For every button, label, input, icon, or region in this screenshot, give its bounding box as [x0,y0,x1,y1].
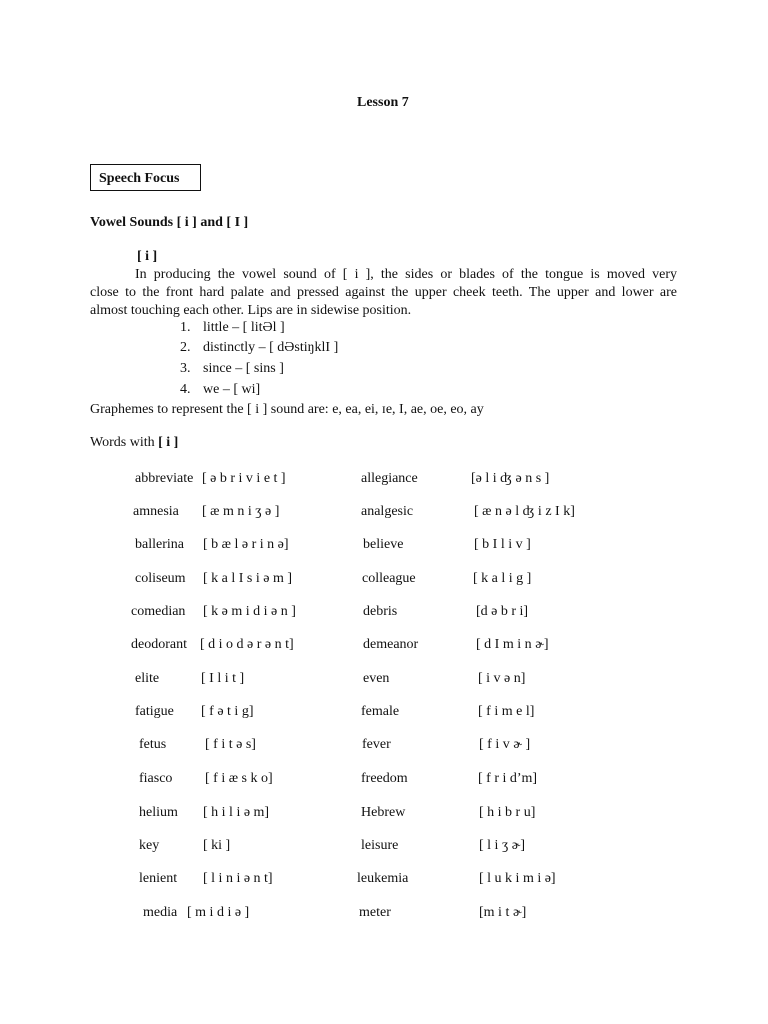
list-text: since – [ sins ] [203,361,284,376]
word-2: allegiance [361,471,418,486]
pron-2: [ b I l i v ] [474,537,531,552]
list-text: distinctly – [ dƏstiŋklI ] [203,340,339,355]
speech-focus-label: Speech Focus [99,171,180,186]
word-2: meter [359,905,391,920]
pron-2: [ d I m i n ɚ] [476,637,549,652]
word-2: Hebrew [361,805,406,820]
word-2: colleague [362,571,416,586]
word-1: fatigue [135,704,174,719]
words-heading-prefix: Words with [90,435,159,450]
pron-2: [ i v ə n] [478,671,526,686]
pron-2: [ f i m e l] [478,704,535,719]
pron-1: [ k ə m i d i ə n ] [203,604,296,619]
word-1: deodorant [131,637,187,652]
list-number: 3. [180,361,191,376]
pron-2: [ f r i d’m] [478,771,538,786]
pron-1: [ d i o d ə r ə n t] [200,637,294,652]
word-2: analgesic [361,504,414,519]
graphemes-line: Graphemes to represent the [ i ] sound are: e, ea, ei, ɪe, I, ae, oe, eo, ay [90,402,484,417]
pron-1: [ b æ l ə r i n ə] [203,537,289,552]
word-2: even [363,671,390,686]
word-1: helium [139,805,178,820]
list-text: we – [ wi] [203,382,261,397]
word-1: key [139,838,160,853]
list-number: 2. [180,340,191,355]
pron-2: [ l i ʒ ɚ] [479,838,526,853]
word-1: elite [135,671,160,686]
subheading-i: [ i ] [137,249,158,264]
word-2: debris [363,604,398,619]
word-2: demeanor [363,637,419,652]
pron-2: [ h i b r u] [479,805,536,820]
list-text: little – [ litƏl ] [203,320,285,335]
word-2: female [361,704,400,719]
paragraph-line-3: almost touching each other. Lips are in sidewise position. [90,303,412,318]
word-2: fever [362,737,391,752]
pron-1: [ ə b r i v i e t ] [202,471,286,486]
word-2: leisure [361,838,399,853]
word-1: ballerina [135,537,184,552]
pron-2: [m i t ɚ] [479,905,527,920]
pron-2: [ f i v ɚ ] [479,737,531,752]
words-heading [90,435,178,451]
word-1: fetus [139,737,167,752]
pron-2: [ə l i ʤ ə n s ] [471,471,550,486]
pron-1: [ f i t ə s] [205,737,256,752]
speech-focus-box [90,164,201,191]
pron-1: [ k a l I s i ə m ] [203,571,293,586]
lesson-title: Lesson 7 [357,95,409,110]
pron-2: [ l u k i m i ə] [479,871,556,886]
pron-1: [ f ə t i g] [201,704,254,719]
word-1: fiasco [139,771,173,786]
word-2: believe [363,537,404,552]
word-1: abbreviate [135,471,194,486]
pron-1: [ m i d i ə ] [187,905,250,920]
pron-2: [ k a l i g ] [473,571,532,586]
pron-1: [ f i æ s k o] [205,771,273,786]
pron-1: [ æ m n i ʒ ə ] [202,504,280,519]
pron-1: [ h i l i ə m] [203,805,270,820]
section-heading: Vowel Sounds [ i ] and [ I ] [90,215,249,230]
paragraph-line-1: In producing the vowel sound of [ i ], the sides or blades of the tongue is moved very [135,267,677,282]
pron-1: [ I l i t ] [201,671,245,686]
word-1: media [143,905,178,920]
word-1: coliseum [135,571,186,586]
pron-2: [d ə b r i] [476,604,529,619]
pron-2: [ æ n ə l ʤ i z I k] [474,504,575,519]
paragraph-line-2: close to the front hard palate and pressed against the upper cheek teeth. The upper and lower are [90,285,677,300]
word-1: amnesia [133,504,179,519]
word-1: comedian [131,604,186,619]
word-2: leukemia [357,871,409,886]
pron-1: [ ki ] [203,838,231,853]
pron-1: [ l i n i ə n t] [203,871,273,886]
list-number: 4. [180,382,191,397]
list-number: 1. [180,320,191,335]
word-1: lenient [139,871,178,886]
word-2: freedom [361,771,408,786]
words-heading-bold: [ i ] [158,435,179,450]
